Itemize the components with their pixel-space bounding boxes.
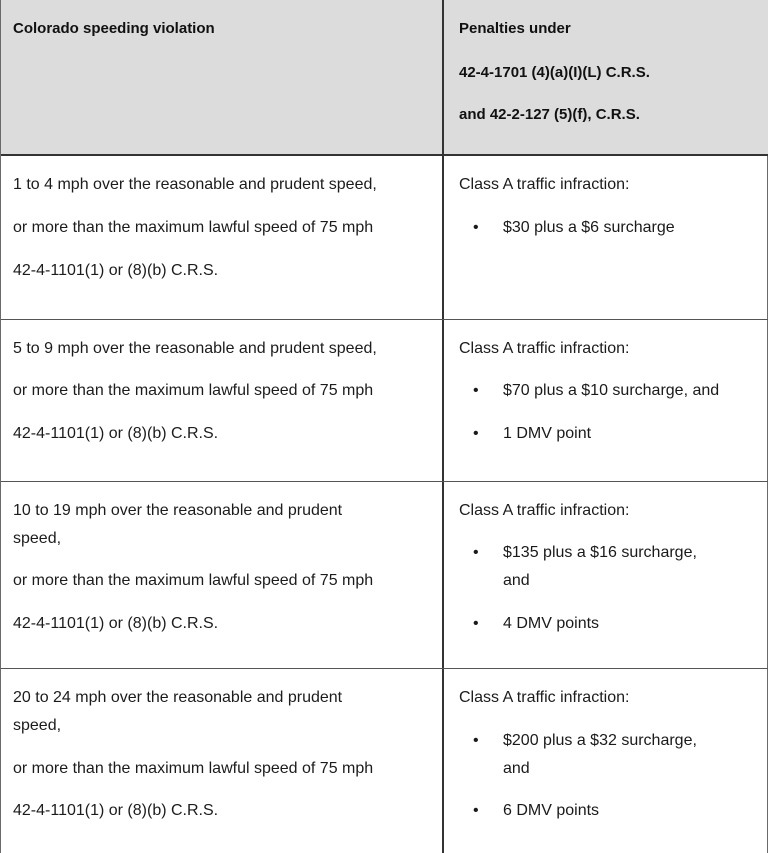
violation-cell (1, 320, 444, 481)
bullet-icon: • (473, 732, 479, 749)
bullet-icon: • (473, 544, 479, 561)
penalty-bullet-text: $30 plus a $6 surcharge (503, 219, 675, 236)
penalty-cell (444, 156, 768, 319)
penalty-bullet-text: $200 plus a $32 surcharge, (503, 732, 697, 749)
bullet-icon: • (473, 425, 479, 442)
penalty-title: Class A traffic infraction: (459, 176, 630, 193)
bullet-icon: • (473, 802, 479, 819)
violation-statute: 42-4-1101(1) or (8)(b) C.R.S. (13, 262, 219, 279)
violation-statute: 42-4-1101(1) or (8)(b) C.R.S. (13, 802, 219, 819)
header-penalties-line1: Penalties under (459, 20, 571, 37)
violation-text: 1 to 4 mph over the reasonable and prudent speed, (13, 176, 377, 193)
table-header-row (1, 0, 768, 156)
bullet-icon: • (473, 615, 479, 632)
table-row (1, 482, 768, 669)
violation-text: or more than the maximum lawful speed of 75 mph (13, 219, 374, 236)
violation-text: or more than the maximum lawful speed of 75 mph (13, 382, 374, 399)
penalty-bullet-text: 4 DMV points (503, 615, 600, 632)
violation-cell (1, 482, 444, 668)
bullet-icon: • (473, 382, 479, 399)
penalty-bullet-text: and (503, 572, 530, 589)
table-row (1, 669, 768, 853)
penalty-title: Class A traffic infraction: (459, 502, 630, 519)
penalty-title: Class A traffic infraction: (459, 340, 630, 357)
violation-text: or more than the maximum lawful speed of 75 mph (13, 572, 374, 589)
header-violation-label: Colorado speeding violation (13, 20, 215, 37)
penalty-bullet-text: 1 DMV point (503, 425, 592, 442)
violation-text: 5 to 9 mph over the reasonable and prudent speed, (13, 340, 377, 357)
violation-text: or more than the maximum lawful speed of 75 mph (13, 760, 374, 777)
table-row (1, 320, 768, 482)
violation-text: speed, (13, 530, 62, 547)
table-row (1, 156, 768, 320)
violation-text: speed, (13, 717, 62, 734)
header-cell-violation (1, 0, 444, 154)
penalty-bullet-text: $135 plus a $16 surcharge, (503, 544, 697, 561)
violation-statute: 42-4-1101(1) or (8)(b) C.R.S. (13, 425, 219, 442)
penalty-cell (444, 669, 768, 853)
violation-text: 10 to 19 mph over the reasonable and prudent (13, 502, 343, 519)
violation-statute: 42-4-1101(1) or (8)(b) C.R.S. (13, 615, 219, 632)
penalty-title: Class A traffic infraction: (459, 689, 630, 706)
penalty-bullet-text: and (503, 760, 530, 777)
header-penalties-line2: 42-4-1701 (4)(a)(I)(L) C.R.S. (459, 64, 650, 81)
header-cell-penalties (444, 0, 768, 154)
penalty-bullet-text: 6 DMV points (503, 802, 600, 819)
violation-text: 20 to 24 mph over the reasonable and prudent (13, 689, 343, 706)
header-penalties-line3: and 42-2-127 (5)(f), C.R.S. (459, 106, 640, 123)
penalty-cell (444, 320, 768, 481)
violation-cell (1, 669, 444, 853)
penalty-bullet-text: $70 plus a $10 surcharge, and (503, 382, 720, 399)
violation-cell (1, 156, 444, 319)
penalty-cell (444, 482, 768, 668)
bullet-icon: • (473, 219, 479, 236)
